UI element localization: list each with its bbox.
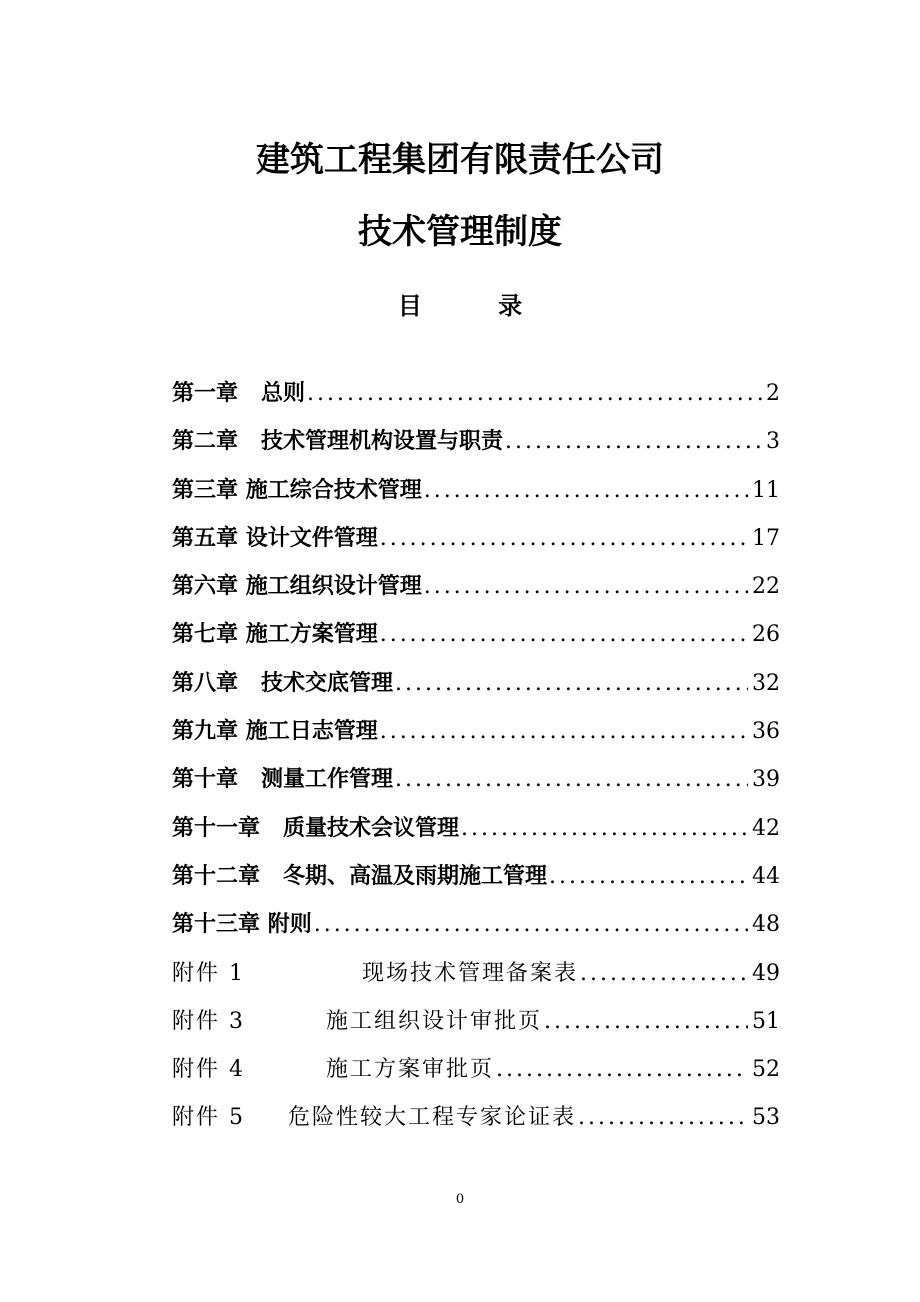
toc-entry-chapter-1[interactable] bbox=[172, 374, 780, 422]
toc-chapter-number: 第十一章 bbox=[172, 815, 261, 841]
toc-leader-dots bbox=[505, 422, 762, 462]
toc-page-number: 51 bbox=[752, 1008, 780, 1034]
toc-attachment-number: 附件 1 bbox=[172, 960, 245, 986]
toc-chapter-number: 第六章 bbox=[172, 574, 239, 600]
toc-chapter-name: 技术管理机构设置与职责 bbox=[261, 429, 504, 455]
toc-entry-chapter-6[interactable] bbox=[172, 567, 780, 615]
toc-entry-chapter-7[interactable] bbox=[172, 615, 780, 663]
toc-entry-attachment-4[interactable] bbox=[172, 1050, 780, 1098]
toc-leader-dots bbox=[549, 857, 748, 897]
toc-page-number: 22 bbox=[752, 574, 780, 600]
toc-leader-dots bbox=[307, 374, 762, 414]
toc-chapter-name: 总则 bbox=[261, 381, 306, 406]
toc-entry-chapter-12[interactable] bbox=[172, 857, 780, 905]
toc-chapter-name: 测量工作管理 bbox=[261, 767, 394, 793]
toc-chapter-number: 第十章 bbox=[172, 767, 239, 793]
toc-leader-dots bbox=[395, 664, 748, 704]
toc-chapter-name: 附则 bbox=[267, 912, 312, 938]
toc-chapter-number: 第九章 bbox=[172, 719, 239, 745]
toc-attachment-number: 附件 4 bbox=[172, 1057, 245, 1083]
toc-entry-attachment-3[interactable] bbox=[172, 1002, 780, 1050]
toc-leader-dots bbox=[380, 615, 748, 655]
toc-leader-dots bbox=[380, 519, 748, 559]
toc-leader-dots bbox=[424, 567, 748, 607]
company-title: 建筑工程集团有限责任公司 bbox=[256, 140, 664, 180]
toc-page-number: 17 bbox=[752, 525, 780, 551]
toc-chapter-number: 第三章 bbox=[172, 477, 239, 503]
toc-attachment-number: 附件 5 bbox=[172, 1105, 245, 1131]
toc-page-number: 2 bbox=[766, 381, 780, 406]
toc-chapter-number: 第七章 bbox=[172, 622, 239, 648]
document-title: 技术管理制度 bbox=[358, 212, 562, 252]
toc-page-number: 49 bbox=[752, 960, 780, 986]
toc-chapter-number: 第八章 bbox=[172, 670, 239, 696]
toc-entry-chapter-9[interactable] bbox=[172, 712, 780, 760]
toc-entry-chapter-10[interactable] bbox=[172, 760, 780, 808]
toc-attachment-name: 施工方案审批页 bbox=[326, 1057, 495, 1083]
toc-page-number: 48 bbox=[752, 912, 780, 938]
toc-heading: 目 录 bbox=[397, 292, 557, 320]
toc-leader-dots bbox=[314, 905, 748, 945]
toc-entry-chapter-13[interactable] bbox=[172, 905, 780, 953]
toc-leader-dots bbox=[580, 954, 748, 994]
toc-page-number: 36 bbox=[752, 719, 780, 745]
toc-entry-attachment-1[interactable] bbox=[172, 954, 780, 1002]
toc-chapter-number: 第五章 bbox=[172, 525, 239, 551]
toc-attachment-number: 附件 3 bbox=[172, 1008, 245, 1034]
toc-entry-chapter-11[interactable] bbox=[172, 809, 780, 857]
toc-page-number: 53 bbox=[752, 1105, 780, 1131]
toc-chapter-number: 第一章 bbox=[172, 381, 239, 406]
toc-page-number: 32 bbox=[752, 670, 780, 696]
toc-entry-chapter-5[interactable] bbox=[172, 519, 780, 567]
toc-entry-chapter-2[interactable] bbox=[172, 422, 780, 470]
table-of-contents bbox=[172, 374, 780, 1147]
toc-chapter-name: 技术交底管理 bbox=[261, 670, 394, 696]
toc-leader-dots bbox=[578, 1098, 748, 1138]
toc-page-number: 26 bbox=[752, 622, 780, 648]
toc-page-number: 44 bbox=[752, 863, 780, 889]
toc-leader-dots bbox=[380, 712, 748, 752]
toc-chapter-name: 施工综合技术管理 bbox=[245, 477, 422, 503]
toc-page-number: 42 bbox=[752, 815, 780, 841]
toc-page-number: 52 bbox=[752, 1057, 780, 1083]
toc-attachment-name: 施工组织设计审批页 bbox=[326, 1008, 543, 1034]
footer-page-number: 0 bbox=[455, 1192, 465, 1207]
toc-page-number: 39 bbox=[752, 767, 780, 793]
toc-leader-dots bbox=[424, 471, 748, 511]
toc-chapter-name: 施工组织设计管理 bbox=[245, 574, 422, 600]
toc-chapter-name: 设计文件管理 bbox=[245, 525, 378, 551]
toc-entry-chapter-3[interactable] bbox=[172, 471, 780, 519]
toc-chapter-name: 施工日志管理 bbox=[245, 719, 378, 745]
toc-attachment-name: 危险性较大工程专家论证表 bbox=[288, 1105, 577, 1131]
toc-chapter-number: 第十三章 bbox=[172, 912, 261, 938]
toc-attachment-name: 现场技术管理备案表 bbox=[362, 960, 579, 986]
toc-chapter-name: 冬期、高温及雨期施工管理 bbox=[283, 863, 548, 889]
toc-page-number: 3 bbox=[766, 429, 780, 455]
toc-leader-dots bbox=[544, 1002, 748, 1042]
toc-leader-dots bbox=[395, 760, 748, 800]
toc-entry-attachment-5[interactable] bbox=[172, 1098, 780, 1146]
toc-entry-chapter-8[interactable] bbox=[172, 664, 780, 712]
toc-chapter-name: 质量技术会议管理 bbox=[283, 815, 460, 841]
toc-leader-dots bbox=[461, 809, 748, 849]
toc-chapter-number: 第二章 bbox=[172, 429, 239, 455]
toc-leader-dots bbox=[496, 1050, 748, 1090]
toc-chapter-number: 第十二章 bbox=[172, 863, 261, 889]
toc-chapter-name: 施工方案管理 bbox=[245, 622, 378, 648]
toc-page-number: 11 bbox=[752, 477, 780, 503]
